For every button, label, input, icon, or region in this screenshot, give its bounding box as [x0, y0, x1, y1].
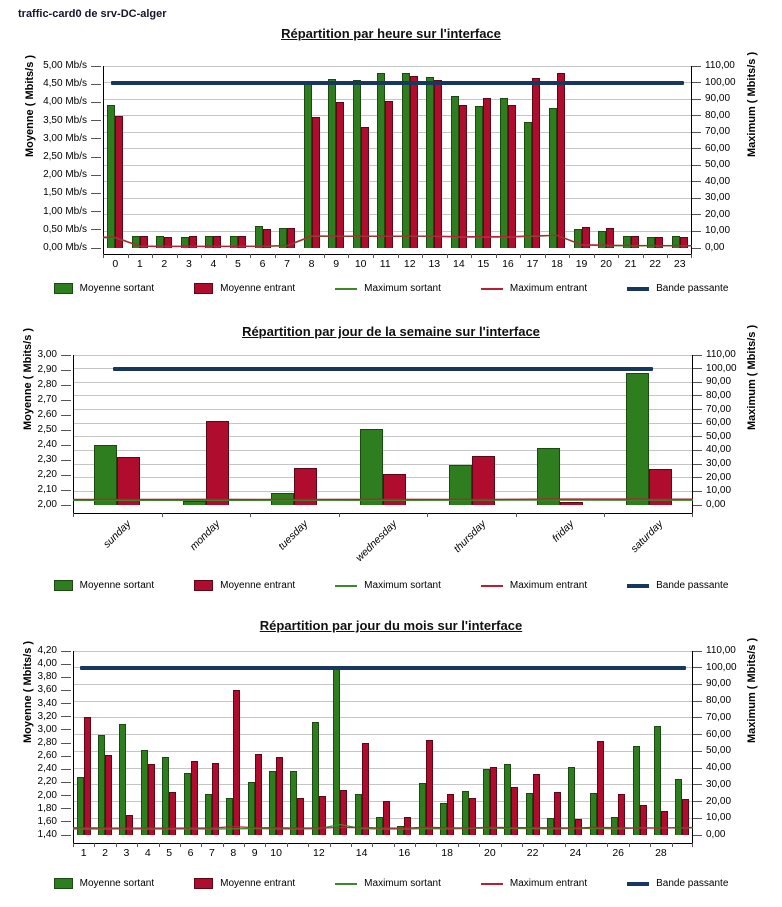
x-axis-label: 9 [333, 258, 340, 270]
legend-maximum-sortant [335, 283, 441, 294]
legend-swatch-box [54, 580, 73, 591]
x-axis-label: 1 [136, 258, 143, 270]
x-axis-tick [427, 513, 428, 517]
left-axis-tick [61, 385, 71, 386]
legend-moyenne-entrant [194, 878, 295, 889]
legend-swatch-line [335, 585, 357, 587]
left-axis-tick [61, 505, 71, 506]
x-axis-label: thursday [451, 518, 489, 555]
right-axis-tick [693, 395, 702, 396]
right-axis-tick [693, 784, 702, 785]
x-axis-label: 3 [123, 847, 130, 859]
maximum-lines [103, 66, 692, 248]
x-axis-line [73, 843, 693, 844]
right-axis-tick [692, 115, 701, 116]
right-axis-tick-label: 30,00 [706, 458, 732, 470]
left-axis-tick-label: 1,40 [37, 829, 57, 840]
left-axis-tick [61, 370, 71, 371]
x-axis-label: 6 [187, 847, 194, 859]
hourly-legend [0, 283, 782, 294]
right-axis-tick-label: 70,00 [705, 126, 731, 138]
right-axis-tick-label: 10,00 [706, 812, 732, 824]
left-axis-tick-label: 4,00 Mb/s [43, 96, 87, 108]
legend-swatch-line [627, 287, 649, 291]
x-axis-tick [516, 513, 517, 517]
x-axis-label: 4 [210, 258, 217, 270]
x-axis-label: sunday [101, 518, 134, 551]
legend-label: Bande passante [656, 580, 729, 591]
maximum-entrant-line [73, 827, 693, 829]
right-axis-tick [693, 409, 702, 410]
legend-maximum-entrant [481, 283, 587, 294]
legend-label: Maximum entrant [509, 580, 588, 591]
right-axis-tick-label: 100,00 [706, 362, 737, 374]
right-axis-tick-label: 0,00 [705, 242, 725, 253]
right-axis-tick-label: 60,00 [706, 417, 732, 429]
left-axis-tick [61, 821, 71, 822]
left-axis-tick [61, 355, 71, 356]
right-axis-tick [693, 801, 702, 802]
right-axis-tick-label: 80,00 [706, 389, 732, 401]
left-axis-tick [61, 729, 71, 730]
left-axis-tick [91, 229, 101, 230]
right-axis-tick [693, 835, 702, 836]
x-axis-label: 10 [270, 847, 282, 859]
legend-swatch-line [335, 883, 357, 885]
legend-swatch-line [481, 288, 503, 290]
legend-moyenne-entrant [194, 283, 295, 294]
right-axis-tick [693, 717, 702, 718]
x-axis-label: 18 [441, 847, 453, 859]
legend-label: Maximum entrant [509, 283, 588, 294]
right-axis-tick [693, 734, 702, 735]
x-axis-label: 4 [144, 847, 151, 859]
legend-label: Moyenne entrant [220, 580, 296, 591]
legend-maximum-entrant [481, 878, 587, 889]
x-axis-label: 5 [166, 847, 173, 859]
x-axis-label: 2 [161, 258, 168, 270]
left-axis-tick [91, 84, 101, 85]
weekly-legend [0, 580, 782, 591]
x-axis-label: 21 [624, 258, 637, 270]
left-axis-tick [61, 475, 71, 476]
x-axis-label: 16 [398, 847, 411, 859]
left-axis-tick-label: 0,00 Mb/s [43, 242, 87, 253]
left-axis-tick-label: 2,10 [37, 484, 57, 495]
left-axis-tick [61, 664, 71, 665]
legend-maximum-sortant [335, 580, 441, 591]
x-axis-label: 14 [355, 847, 368, 859]
left-axis-tick [61, 651, 71, 652]
x-axis-label: 11 [379, 258, 391, 270]
x-axis-tick [692, 843, 693, 847]
right-axis-tick-label: 90,00 [706, 376, 732, 388]
legend-swatch-line [481, 585, 503, 587]
x-axis-tick [692, 513, 693, 517]
right-axis-tick [692, 99, 701, 100]
legend-moyenne-sortant [54, 878, 155, 889]
left-axis-tick [61, 677, 71, 678]
left-axis-tick-label: 3,80 [37, 671, 57, 683]
left-axis-tick-label: 4,20 [37, 645, 57, 656]
legend-swatch-box [54, 878, 73, 889]
legend-label: Moyenne entrant [220, 283, 296, 294]
left-axis-tick-label: 2,50 Mb/s [43, 151, 87, 162]
x-axis-label: 8 [230, 847, 237, 859]
right-axis-tick [692, 148, 701, 149]
x-axis-label: 28 [655, 847, 667, 859]
right-axis-tick-label: 110,00 [706, 645, 736, 656]
right-axis-tick-label: 10,00 [705, 225, 731, 237]
x-axis-label: friday [549, 518, 577, 545]
left-axis-tick-label: 2,20 [37, 469, 57, 480]
left-axis-tick-label: 2,30 [37, 454, 57, 465]
x-axis-label: 22 [649, 258, 662, 270]
x-axis-label: 13 [428, 258, 441, 270]
x-axis-label: 7 [209, 847, 215, 859]
x-axis-label: 0 [112, 258, 119, 270]
page-title: traffic-card0 de srv-DC-alger [18, 8, 167, 20]
right-axis-tick [693, 450, 702, 451]
left-axis-tick [61, 782, 71, 783]
left-axis-tick [61, 400, 71, 401]
hourly-plot-area [43, 60, 736, 270]
left-axis-tick [61, 445, 71, 446]
left-axis-tick-label: 3,50 Mb/s [43, 114, 87, 126]
right-axis-tick [693, 436, 702, 437]
legend-moyenne-sortant [54, 283, 155, 294]
x-axis-label: 10 [354, 258, 367, 270]
left-axis-tick [61, 743, 71, 744]
x-axis-label: 1 [80, 847, 87, 859]
right-axis-tick [692, 198, 701, 199]
x-axis-label: 12 [403, 258, 416, 270]
right-axis-tick [693, 505, 702, 506]
legend-swatch-line [627, 584, 649, 588]
hourly-chart: Répartition par heure sur l'interface Moyenne ( Mbits/s ) Maximum ( Mbits/s ) 0,00 Mb/s 0,50 Mb/s 1,00 Mb/s 1,50 Mb/s 2,00 Mb/s 2,50 Mb/s 3,00 Mb/s 3,50 Mb/s 4,00 Mb/s 4,50 Mb/s 5,00 Mb/s 0,00 10,00 20,00 30,00 40,00 50,00 60,00 70,00 80,00 90,00 100,00 110,00 0 1 2 3 4 5 6 7 8 9 10 11 12 13 14 15 16 17 18 19 20 21 22 23 Moyenne sortant Moyenne entrant Maximum sortant Maximum entrant Bande passante [0, 20, 782, 318]
x-axis-label: 26 [612, 847, 625, 859]
left-axis-tick [91, 175, 101, 176]
right-axis-tick [693, 818, 702, 819]
right-axis-tick [693, 651, 702, 652]
legend-bande-passante [627, 580, 728, 591]
legend-swatch-line [627, 882, 649, 886]
left-axis-tick-label: 1,00 Mb/s [43, 205, 87, 217]
x-axis-label: monday [187, 518, 223, 553]
left-axis-tick [61, 795, 71, 796]
left-axis-tick-label: 3,00 Mb/s [43, 132, 87, 144]
left-axis-tick-label: 2,70 [37, 394, 57, 405]
right-axis-tick-label: 0,00 [706, 499, 726, 510]
right-axis-tick [693, 368, 702, 369]
left-axis-tick-label: 2,00 [37, 499, 57, 510]
left-axis-tick [91, 120, 101, 121]
right-axis-tick-label: 70,00 [706, 403, 732, 415]
left-axis-tick [61, 430, 71, 431]
right-axis-tick-label: 10,00 [706, 485, 732, 497]
right-axis-tick-label: 50,00 [705, 159, 731, 171]
left-axis-tick [91, 248, 101, 249]
x-axis-label: 6 [259, 258, 266, 270]
left-axis-tick-label: 2,80 [37, 379, 57, 390]
monthly-chart: Répartition par jour du mois sur l'interface Moyenne ( Mbits/s ) Maximum ( Mbits/s ) 1,40 1,60 1,80 2,00 2,20 2,40 2,60 2,80 3,00 3,20 3,40 3,60 3,80 4,00 4,20 0,00 10,00 20,00 30,00 40,00 50,00 60,00 70,00 80,00 90,00 100,00 110,00 1 2 3 4 5 6 7 8 9 10 12 14 16 18 20 22 24 26 28 Moyenne sortant Moyenne entrant Maximum sortant Maximum entrant Bande passante [0, 612, 782, 907]
legend-moyenne-sortant [54, 580, 155, 591]
legend-maximum-sortant [335, 878, 441, 889]
right-axis-tick [693, 464, 702, 465]
right-axis-tick-label: 110,00 [705, 60, 735, 71]
legend-swatch-box [194, 878, 213, 889]
right-axis-tick-label: 80,00 [705, 109, 731, 121]
left-axis-tick-label: 3,20 [37, 710, 57, 722]
right-axis-tick [693, 667, 702, 668]
x-axis-label: 19 [575, 258, 588, 270]
x-axis-label: 15 [477, 258, 490, 270]
right-axis-tick-label: 90,00 [705, 93, 731, 105]
legend-swatch-box [194, 283, 213, 294]
x-axis-label: tuesday [276, 518, 311, 553]
legend-maximum-entrant [481, 580, 587, 591]
weekly-chart-title: Répartition par jour de la semaine sur l'interface [242, 324, 540, 339]
right-axis-tick-label: 110,00 [706, 349, 736, 360]
x-axis-tick [604, 513, 605, 517]
right-axis-tick-label: 60,00 [705, 142, 731, 154]
left-axis-tick-label: 1,60 [37, 815, 57, 827]
right-axis-tick [693, 477, 702, 478]
legend-label: Maximum entrant [509, 878, 588, 889]
right-axis-tick [693, 684, 702, 685]
x-axis-label: 14 [453, 258, 465, 270]
right-axis-tick [692, 248, 701, 249]
right-axis-tick [693, 701, 702, 702]
x-axis-tick [339, 513, 340, 517]
x-axis-label: 2 [102, 847, 108, 859]
monthly-legend [0, 878, 782, 889]
legend-label: Bande passante [656, 283, 729, 294]
left-axis-tick-label: 3,40 [37, 697, 57, 709]
left-axis-tick [61, 460, 71, 461]
x-axis-label: 3 [185, 258, 192, 270]
right-axis-tick-label: 30,00 [705, 192, 731, 204]
right-axis-tick-label: 80,00 [706, 695, 732, 707]
left-axis-tick-label: 2,00 [37, 789, 57, 801]
bande-passante-line [113, 367, 652, 371]
right-axis-tick-label: 100,00 [705, 76, 736, 88]
right-axis-tick [692, 231, 701, 232]
x-axis-label: 17 [526, 258, 539, 270]
right-axis-tick-label: 40,00 [705, 175, 731, 187]
left-axis-tick-label: 2,60 [37, 409, 57, 420]
maximum-lines [73, 651, 693, 835]
right-axis-tick-label: 20,00 [706, 471, 732, 483]
legend-label: Maximum sortant [364, 580, 441, 591]
left-axis-tick [91, 66, 101, 67]
left-axis-tick [61, 703, 71, 704]
right-axis-tick-label: 30,00 [706, 778, 732, 790]
left-axis-tick-label: 2,00 Mb/s [43, 169, 87, 181]
x-axis-label: 20 [600, 258, 612, 270]
right-axis-tick [693, 423, 702, 424]
right-axis-tick [692, 82, 701, 83]
right-axis-tick [693, 355, 702, 356]
x-axis-label: 24 [569, 847, 582, 859]
x-axis-label: 20 [484, 847, 496, 859]
right-axis-tick-label: 100,00 [706, 661, 737, 673]
right-axis-tick-label: 40,00 [706, 762, 732, 774]
right-axis-tick [693, 751, 702, 752]
left-axis-tick-label: 1,80 [37, 802, 57, 814]
left-axis-tick [61, 415, 71, 416]
legend-label: Maximum sortant [364, 878, 441, 889]
left-axis-tick-label: 2,20 [37, 776, 57, 788]
x-axis-label: 5 [235, 258, 241, 270]
left-axis-tick-label: 1,50 Mb/s [43, 187, 87, 199]
right-axis-tick [693, 768, 702, 769]
legend-label: Bande passante [656, 878, 729, 889]
left-axis-tick-label: 2,80 [37, 737, 57, 748]
x-axis-label: 9 [251, 847, 258, 859]
right-axis-tick-label: 50,00 [706, 430, 732, 442]
right-axis-tick-label: 90,00 [706, 678, 732, 690]
legend-swatch-box [54, 283, 73, 294]
left-axis-tick [61, 808, 71, 809]
right-axis-tick-label: 60,00 [706, 728, 732, 740]
left-axis-tick [61, 756, 71, 757]
x-axis-tick [250, 513, 251, 517]
legend-swatch-line [481, 883, 503, 885]
left-axis-tick [61, 769, 71, 770]
x-axis-label: 16 [502, 258, 514, 270]
legend-label: Moyenne sortant [79, 878, 155, 889]
left-axis-tick [61, 690, 71, 691]
x-axis-label: 8 [308, 258, 315, 270]
right-axis-tick [693, 491, 702, 492]
right-axis-tick [692, 214, 701, 215]
x-axis-label: saturday [628, 518, 666, 555]
left-axis-tick [91, 193, 101, 194]
monthly-chart-title: Répartition par jour du mois sur l'interface [259, 618, 523, 633]
left-axis-tick [61, 490, 71, 491]
x-axis-label: 22 [526, 847, 539, 859]
legend-swatch-line [335, 288, 357, 290]
hourly-chart-title: Répartition par heure sur l'interface [281, 26, 501, 41]
right-axis-tick-label: 70,00 [706, 711, 732, 723]
left-axis-tick-label: 3,60 [37, 684, 57, 696]
right-axis-tick [692, 165, 701, 166]
x-axis-label: 7 [284, 258, 290, 270]
legend-label: Moyenne sortant [79, 283, 155, 294]
left-axis-tick-label: 4,00 [37, 658, 57, 670]
x-axis-tick [73, 513, 74, 517]
left-axis-tick [61, 716, 71, 717]
left-axis-tick [91, 211, 101, 212]
right-axis-tick-label: 50,00 [706, 745, 732, 757]
right-axis-tick-label: 0,00 [706, 829, 726, 840]
monthly-plot-area [37, 645, 737, 859]
right-axis-tick-label: 20,00 [705, 208, 731, 220]
legend-label: Moyenne sortant [79, 580, 155, 591]
legend-bande-passante [627, 283, 728, 294]
left-axis-tick-label: 3,00 [37, 723, 57, 735]
right-axis-tick-label: 20,00 [706, 795, 732, 807]
left-axis-tick-label: 4,50 Mb/s [43, 78, 87, 90]
left-axis-tick-label: 2,90 [37, 364, 57, 375]
left-axis-tick-label: 2,40 [37, 439, 57, 450]
left-axis-tick [61, 835, 71, 836]
left-axis-tick-label: 5,00 Mb/s [43, 60, 87, 71]
legend-label: Moyenne entrant [220, 878, 296, 889]
right-axis-tick [692, 181, 701, 182]
maximum-lines [73, 355, 693, 505]
right-axis-tick [692, 66, 701, 67]
x-axis-line [73, 513, 693, 514]
left-axis-tick-label: 2,40 [37, 763, 57, 775]
legend-bande-passante [627, 878, 728, 889]
left-axis-tick [91, 138, 101, 139]
left-axis-tick-label: 2,60 [37, 750, 57, 762]
right-axis-tick [692, 132, 701, 133]
bande-passante-line [111, 81, 683, 85]
right-axis-tick [693, 382, 702, 383]
right-axis-tick-label: 40,00 [706, 444, 732, 456]
x-axis-label: wednesday [353, 518, 400, 565]
bande-passante-line [80, 666, 687, 670]
legend-swatch-box [194, 580, 213, 591]
left-axis-tick [91, 102, 101, 103]
left-axis-tick-label: 2,50 [37, 424, 57, 435]
weekly-chart: Répartition par jour de la semaine sur l'interface Moyenne ( Mbits/s ) Maximum ( Mbits/s ) 2,00 2,10 2,20 2,30 2,40 2,50 2,60 2,70 2,80 2,90 3,00 0,00 10,00 20,00 30,00 40,00 50,00 60,00 70,00 80,00 90,00 100,00 110,00 sunday monday tuesday wednesday thursday friday saturday Moyenne sortant Moyenne entrant Maximum sortant Maximum entrant Bande passante [0, 318, 782, 612]
x-axis-label: 23 [673, 258, 686, 270]
x-axis-tick [162, 513, 163, 517]
left-axis-tick-label: 3,00 [37, 349, 57, 360]
x-axis-label: 18 [551, 258, 563, 270]
legend-moyenne-entrant [194, 580, 295, 591]
left-axis-tick-label: 0,50 Mb/s [43, 223, 87, 235]
legend-label: Maximum sortant [364, 283, 441, 294]
x-axis-label: 12 [313, 847, 325, 859]
left-axis-tick [91, 157, 101, 158]
